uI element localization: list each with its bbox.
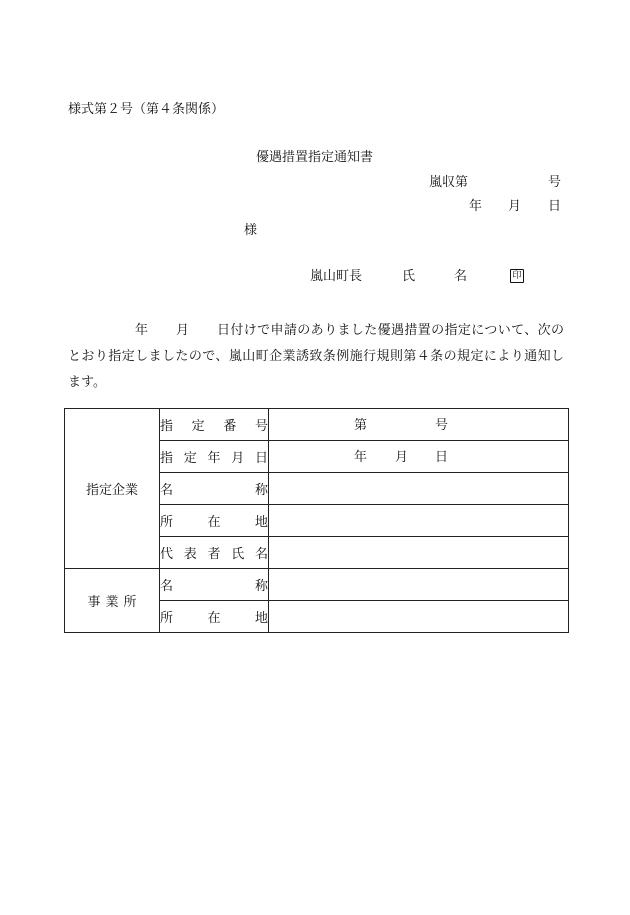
body-line3: ます。 [68,375,106,390]
row-label: 所 在 地 [160,601,269,633]
representative-name-field[interactable] [269,537,569,569]
issuer-name-char: 名 [454,269,468,284]
form-number: 様式第２号（第４条関係） [68,102,225,117]
table-row [65,409,569,441]
body-year: 年 [135,323,149,338]
issuer-name-char: 氏 [402,269,416,284]
office-name-field[interactable] [269,569,569,601]
addressee-suffix: 様 [244,223,258,238]
seal-mark: 印 [510,269,524,283]
office-address-field[interactable] [269,601,569,633]
row-label: 名 称 [160,473,269,505]
date-day: 日 [548,199,562,214]
office-label: 事 業 所 [65,569,160,633]
designated-company-label: 指定企業 [65,409,160,569]
body-month: 月 [176,323,190,338]
row-label: 指 定 番 号 [160,409,269,441]
reference-suffix: 号 [548,175,562,190]
row-label: 代 表 者 氏 名 [160,537,269,569]
company-name-field[interactable] [269,473,569,505]
row-label: 指 定 年 月 日 [160,441,269,473]
issuer-title: 嵐山町長 [310,269,363,284]
date-year: 年 [469,199,483,214]
row-label: 名 称 [160,569,269,601]
designation-number-field[interactable]: 第 号 [269,409,569,441]
body-line2: とおり指定しましたので、嵐山町企業誘致条例施行規則第４条の規定により通知し [68,349,564,364]
designation-table [64,408,569,633]
reference-prefix: 嵐収第 [429,175,469,190]
table-row [65,569,569,601]
body-paragraph [68,318,564,396]
date-month: 月 [508,199,522,214]
document-title: 優遇措置指定通知書 [256,150,374,165]
row-label: 所 在 地 [160,505,269,537]
designation-date-field[interactable]: 年 月 日 [269,441,569,473]
body-line1: 日付けで申請のありました優遇措置の指定について、次の [217,323,564,338]
company-address-field[interactable] [269,505,569,537]
